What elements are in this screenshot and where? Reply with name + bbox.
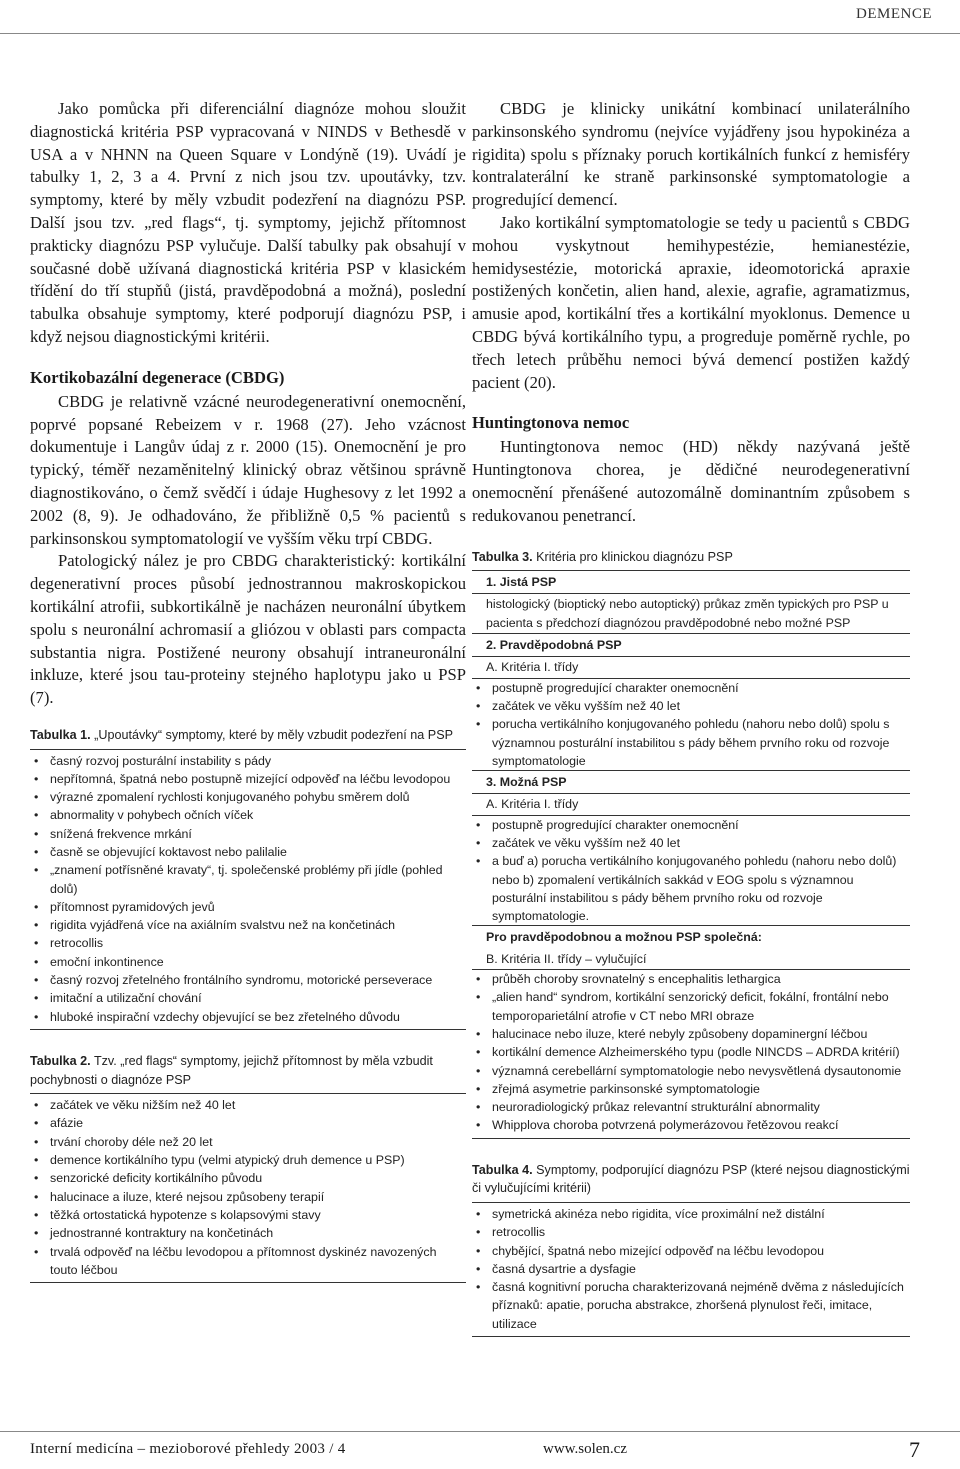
list-item: • časný rozvoj posturální instability s pády: [30, 752, 466, 770]
table-1-caption: [30, 726, 466, 745]
table-3-common-list: [472, 969, 910, 1135]
list-item: • postupně progredující charakter onemocnění: [472, 679, 910, 697]
table-1: [30, 749, 466, 1030]
table-2-caption: [30, 1052, 466, 1089]
hd-paragraph: Huntingtonova nemoc (HD) někdy nazývaná ještě Huntingtonova chorea, je dědičné neurodegenerativní onemocnění přenášené autozomálně dominantním způsobem s redukovanou penetrancí.: [472, 437, 910, 525]
list-item: • Whipplova choroba potvrzená polymerázovou řetězovou reakcí: [472, 1116, 910, 1134]
page-header: [0, 0, 960, 34]
list-item: • průběh choroby srovnatelný s encephalitis lethargica: [472, 970, 910, 988]
left-column: [30, 98, 466, 1283]
list-item: • zřejmá asymetrie parkinsonské symptomatologie: [472, 1080, 910, 1098]
right-column: [472, 98, 910, 1337]
table-2: [30, 1093, 466, 1283]
table-4-caption: [472, 1161, 910, 1198]
table-3-definite-text: histologický (bioptický nebo autoptický) průkaz změn typických pro PSP u pacienta s předchozí diagnózou pravděpodobné nebo možné PSP: [472, 593, 910, 633]
table-4: [472, 1202, 910, 1337]
list-item: • časná dysartrie a dysfagie: [472, 1260, 910, 1278]
list-item: • halucinace nebo iluze, které nebyly způsobeny dopaminergní léčbou: [472, 1025, 910, 1043]
table-3-caption-text: Kritéria pro klinickou diagnózu PSP: [536, 549, 733, 564]
list-item: • trvání choroby déle než 20 let: [30, 1133, 466, 1151]
table-3-section-common: Pro pravděpodobnou a možnou PSP společná:: [472, 925, 910, 948]
table-4-list: [472, 1205, 910, 1333]
cbdg-paragraph-1: CBDG je relativně vzácné neurodegenerativní onemocnění, poprvé popsané Rebeizem v r. 1968 (27). Jeho vzácnost dokumentuje i Langův údaj z r. 2000 (15). Onemocnění je pro typický, téměř nezaměnitelný klinický obraz většinou správně diagnostikováno, o čemž svědčí i údaje Hughesovy z let 1992 a 2002 (8, 9). Je odhadováno, že přibližně 0,5 % pacientů s parkinsonskou symptomatologií ve vyšším věku trpí CBDG.: [30, 391, 466, 548]
list-item: • a buď a) porucha vertikálního konjugovaného pohledu (nahoru nebo dolů) nebo b) zpomalení vertikálních sakkád v EOG spolu s významnou posturální instabilitou s pády během prvního roku od rozvoje symptomatologie.: [472, 852, 910, 925]
journal-name: Interní medicína – mezioborové přehledy 2003 / 4: [30, 1441, 346, 1457]
cbdg-paragraph-3: CBDG je klinicky unikátní kombinací unilaterálního parkinsonského syndromu (nejvíce vyjádřeny jsou hypokinéza a rigidita) spolu s příznaky poruch kortikálních funkcí z hemisféry kontralaterální ke straně parkinsonské symptomatologie a progredující demencí.: [472, 99, 910, 210]
list-item: • kortikální demence Alzheimerského typu (podle NINCDS – ADRDA kritérií): [472, 1043, 910, 1061]
list-item: • hluboké inspirační vzdechy objevující se bez zřetelného důvodu: [30, 1008, 466, 1026]
table-2-list: [30, 1096, 466, 1279]
list-item: • afázie: [30, 1114, 466, 1132]
table-4-label: Tabulka 4.: [472, 1162, 533, 1177]
list-item: • začátek ve věku vyšším než 40 let: [472, 697, 910, 715]
table-3-label: Tabulka 3.: [472, 549, 533, 564]
table-1-list: [30, 752, 466, 1026]
list-item: • halucinace a iluze, které nejsou způsobeny terapií: [30, 1188, 466, 1206]
table-3-section-definite: 1. Jistá PSP: [486, 575, 557, 590]
list-item: • neuroradiologický průkaz relevantní strukturální abnormality: [472, 1098, 910, 1116]
table-2-caption-text: Tzv. „red flags“ symptomy, jejichž přítomnost by měla vzbudit pochybnosti o diagnóze PSP: [30, 1053, 433, 1087]
hd-heading: Huntingtonova nemoc: [472, 413, 630, 433]
list-item: • retrocollis: [472, 1223, 910, 1241]
list-item: • výrazné zpomalení rychlosti konjugovaného pohybu směrem dolů: [30, 788, 466, 806]
table-4-caption-text: Symptomy, podporující diagnózu PSP (které nejsou diagnostickými či vylučujícími kritérii): [472, 1162, 910, 1196]
section-tag: DEMENCE: [856, 6, 932, 22]
list-item: • porucha vertikálního konjugovaného pohledu (nahoru nebo dolů) spolu s významnou posturální instabilitou s pády během prvního roku od rozvoje symptomatologie: [472, 715, 910, 770]
table-3-common-sub: B. Kritéria II. třídy – vylučující: [486, 951, 647, 966]
list-item: • symetrická akinéza nebo rigidita, více proximální než distální: [472, 1205, 910, 1223]
table-1-caption-text: „Upoutávky“ symptomy, které by měly vzbudit podezření na PSP: [94, 727, 453, 742]
page-number: 7: [909, 1437, 920, 1462]
table-2-label: Tabulka 2.: [30, 1053, 91, 1068]
list-item: • emoční inkontinence: [30, 953, 466, 971]
list-item: • abnormality v pohybech očních víček: [30, 806, 466, 824]
list-item: • začátek ve věku nižším než 40 let: [30, 1096, 466, 1114]
table-1-label: Tabulka 1.: [30, 727, 91, 742]
list-item: • postupně progredující charakter onemocnění: [472, 816, 910, 834]
list-item: • rigidita vyjádřená více na axiálním svalstvu než na končetinách: [30, 916, 466, 934]
list-item: • jednostranné kontraktury na končetinách: [30, 1224, 466, 1242]
table-3-possible-sub: A. Kritéria I. třídy: [472, 793, 910, 814]
table-3-probable-sub: A. Kritéria I. třídy: [472, 656, 910, 677]
list-item: • začátek ve věku vyšším než 40 let: [472, 834, 910, 852]
list-item: • časný rozvoj zřetelného frontálního syndromu, motorické perseverace: [30, 971, 466, 989]
table-3-caption: [472, 548, 910, 567]
header-rule: [0, 33, 960, 34]
cbdg-paragraph-4: Jako kortikální symptomatologie se tedy u pacientů s CBDG mohou vyskytnout hemihypestézie, hemianestézie, hemidysestézie, motorická apraxie, ideomotorická apraxie postižených končetin, alien hand, alexie, agrafie, agramatizmus, amusie apod, kortikální třes a kortikální myoklonus. Demence u CBDG bývá kortikálního typu, a progreduje poměrně rychle, po třech letech průběhu nemoci bývá demencí postižen každý pacient (20).: [472, 212, 910, 392]
list-item: • přítomnost pyramidových jevů: [30, 898, 466, 916]
list-item: • těžká ortostatická hypotenze s kolapsovými stavy: [30, 1206, 466, 1224]
website-link[interactable]: www.solen.cz: [543, 1441, 628, 1457]
list-item: • nepřítomná, špatná nebo postupně mizející odpověď na léčbu levodopou: [30, 770, 466, 788]
table-3: [472, 570, 910, 1139]
cbdg-heading: Kortikobazální degenerace (CBDG): [30, 367, 285, 387]
list-item: • trvalá odpověď na léčbu levodopou a přítomnost dyskinéz navozených touto léčbou: [30, 1243, 466, 1280]
list-item: • „znamení potřísněné kravaty“, tj. společenské problémy při jídle (pohled dolů): [30, 861, 466, 898]
table-3-possible-list: [472, 815, 910, 926]
list-item: • časně se objevující koktavost nebo palilalie: [30, 843, 466, 861]
table-3-section-possible: 3. Možná PSP: [472, 770, 910, 793]
list-item: • časná kognitivní porucha charakterizovaná nejméně dvěma z následujících příznaků: apatie, porucha abstrakce, zhoršená plynulost řeči, imitace, utilizace: [472, 1278, 910, 1333]
table-3-section-probable: 2. Pravděpodobná PSP: [472, 633, 910, 656]
table-3-probable-list: [472, 678, 910, 770]
list-item: • snížená frekvence mrkání: [30, 825, 466, 843]
cbdg-paragraph-2: Patologický nález je pro CBDG charakteristický: kortikální degenerativní proces působí jednostrannou makroskopickou kortikální atrofii, subkortikálně je nacházen neuronální úbytkem spolu s neuronální achromasií a gliózou v oblasti pars compacta substantia nigra. Postižené neurony obsahují intraneuronální inkluze, které jsou tau-proteiny stejného haplotypu jako u PSP (7).: [30, 551, 466, 708]
list-item: • retrocollis: [30, 934, 466, 952]
list-item: • významná cerebellární symptomatologie nebo nevysvětlená dysautonomie: [472, 1062, 910, 1080]
list-item: • imitační a utilizační chování: [30, 989, 466, 1007]
list-item: • „alien hand“ syndrom, kortikální senzorický deficit, fokální, frontální nebo temporoparietální atrofie v CT nebo MRI obraze: [472, 988, 910, 1025]
list-item: • senzorické deficity kortikálního původu: [30, 1169, 466, 1187]
intro-paragraph: Jako pomůcka při diferenciální diagnóze mohou sloužit diagnostická kritéria PSP vypracovaná v NINDS v Bethesdě v USA a v NHNN na Queen Square v Londýně (19). Uvádí je tabulky 1, 2, 3 a 4. První z nich jsou tzv. upoutávky, tzv. symptomy, které by měly vzbudit podezření na diagnózu PSP. Další jsou tzv. „red flags“, tj. symptomy, jejichž přítomnost prakticky diagnózu PSP vylučuje. Další tabulky pak obsahují v současné době užívaná diagnostická kritéria PSP v klasickém třídění do tří stupňů (jistá, pravděpodobná a možná), poslední tabulka obsahuje symptomy, které podporují diagnózu PSP, i když nejsou diagnostickými kritérii.: [30, 99, 466, 346]
list-item: • chybějící, špatná nebo mizející odpověď na léčbu levodopou: [472, 1242, 910, 1260]
list-item: • demence kortikálního typu (velmi atypický druh demence u PSP): [30, 1151, 466, 1169]
